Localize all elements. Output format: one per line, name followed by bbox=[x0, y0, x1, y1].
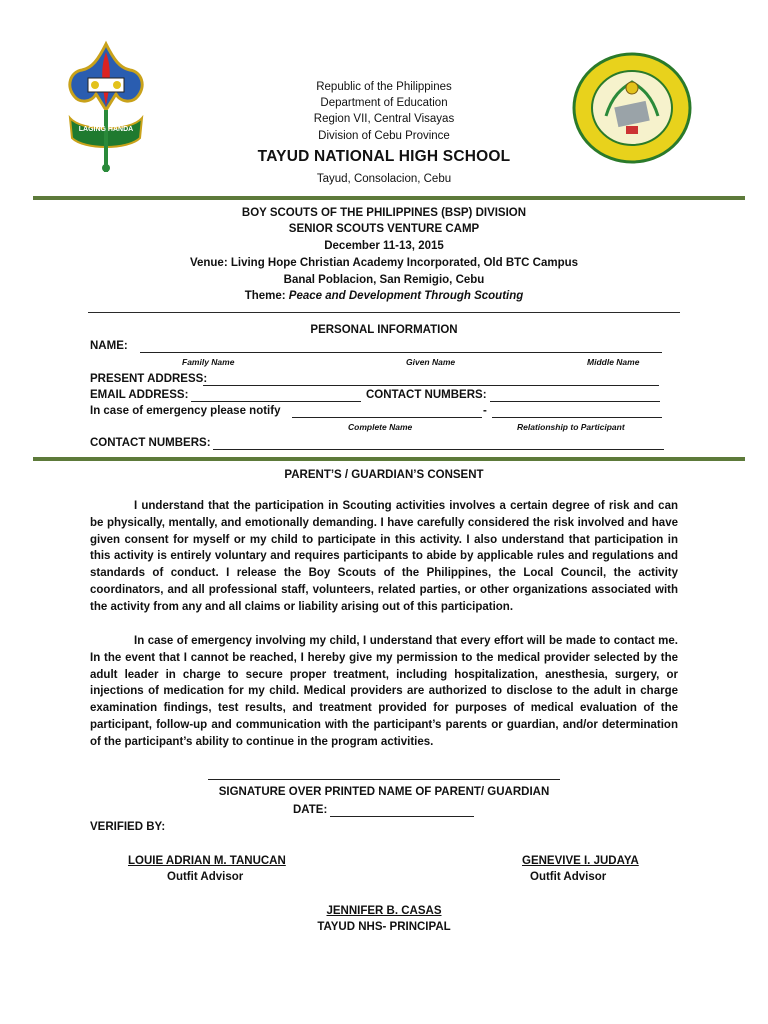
theme-text: Peace and Development Through Scouting bbox=[288, 290, 524, 302]
consent-p1-text: I understand that the participation in Scouting activities involves a certain degree of risk and can be physically, mentally, and emotionally demanding. I have carefully considered the risk involved and have given consent for myself or my child to participate in this activity. I also understand that participation in this activity is entirely voluntary and requires participants to abide by applicable rules and regulations and standards of conduct. I release the Boy Scouts of the Philippines, the Local Council, the activity coordinators, and all professional staff, volunteers, related parties, or other organizations associated with the activity from any and all claims or liability arising out of this participation. bbox=[90, 500, 678, 613]
logo-motto: LAGING HANDA bbox=[78, 126, 134, 133]
event-theme-line bbox=[0, 288, 768, 305]
header-deped: Department of Education bbox=[320, 97, 448, 109]
name-label: NAME: bbox=[90, 340, 128, 352]
advisor1-role: Outfit Advisor bbox=[167, 871, 244, 883]
header-republic: Republic of the Philippines bbox=[316, 81, 452, 93]
contact-numbers-label: CONTACT NUMBERS: bbox=[366, 389, 487, 401]
advisor1-name: LOUIE ADRIAN M. TANUCAN bbox=[128, 855, 286, 867]
consent-p2-text: In case of emergency involving my child, I understand that every effort will be made to contact me. In the event that I cannot be reached, I hereby give my permission to the medical provider selected by the adult leader in charge to secure proper treatment, including hospitalization, anesthesia, surgery, or injections of medication for my child. Medical providers are authorized to disclose to the adult in charge examination findings, test results, and treatment provided for purposes of medical evaluation of the participant, follow-up and communication with the participant’s parents or guardian, and/or determination of the participant’s ability to continue in the program activities. bbox=[90, 635, 678, 748]
principal-role: TAYUD NHS- PRINCIPAL bbox=[317, 921, 451, 933]
middle-name-caption: Middle Name bbox=[587, 357, 640, 367]
advisor2-name: GENEVIVE I. JUDAYA bbox=[522, 855, 639, 867]
name-field[interactable] bbox=[140, 341, 662, 353]
consent-paragraph-2 bbox=[90, 633, 678, 751]
given-name-caption: Given Name bbox=[406, 357, 456, 367]
date-label: DATE: bbox=[293, 804, 328, 816]
family-name-caption: Family Name bbox=[182, 357, 235, 367]
present-address-field[interactable] bbox=[203, 374, 659, 386]
consent-paragraph-1 bbox=[90, 498, 678, 616]
emergency-label: In case of emergency please notify bbox=[90, 405, 281, 417]
present-address-label: PRESENT ADDRESS: bbox=[90, 373, 208, 385]
contact-numbers2-field[interactable] bbox=[213, 438, 664, 450]
event-camp: SENIOR SCOUTS VENTURE CAMP bbox=[288, 223, 480, 235]
event-division: BOY SCOUTS OF THE PHILIPPINES (BSP) DIVISION bbox=[241, 207, 527, 219]
complete-name-caption: Complete Name bbox=[348, 422, 413, 432]
date-field[interactable] bbox=[330, 805, 474, 817]
header-division: Division of Cebu Province bbox=[318, 130, 450, 142]
school-address: Tayud, Consolacion, Cebu bbox=[316, 173, 452, 185]
personal-title: PERSONAL INFORMATION bbox=[310, 324, 458, 336]
consent-title: PARENT’S / GUARDIAN’S CONSENT bbox=[284, 469, 484, 481]
verified-by-label: VERIFIED BY: bbox=[90, 821, 166, 833]
signature-field[interactable] bbox=[208, 768, 560, 780]
event-venue: Venue: Living Hope Christian Academy Incorporated, Old BTC Campus bbox=[189, 257, 579, 269]
school-name: TAYUD NATIONAL HIGH SCHOOL bbox=[257, 148, 511, 165]
emergency-name-field[interactable] bbox=[292, 406, 482, 418]
theme-label: Theme: bbox=[244, 290, 289, 302]
relationship-caption: Relationship to Participant bbox=[517, 422, 625, 432]
principal-name: JENNIFER B. CASAS bbox=[326, 905, 442, 917]
email-label: EMAIL ADDRESS: bbox=[90, 389, 189, 401]
event-venue2: Banal Poblacion, San Remigio, Cebu bbox=[283, 274, 485, 286]
event-dates: December 11-13, 2015 bbox=[324, 240, 444, 252]
signature-label: SIGNATURE OVER PRINTED NAME OF PARENT/ GUARDIAN bbox=[218, 786, 550, 798]
emergency-relationship-field[interactable] bbox=[492, 406, 662, 418]
header-region: Region VII, Central Visayas bbox=[313, 113, 455, 125]
header-rule bbox=[33, 196, 745, 200]
email-field[interactable] bbox=[191, 390, 361, 402]
contact-numbers2-label: CONTACT NUMBERS: bbox=[90, 437, 211, 449]
advisor2-role: Outfit Advisor bbox=[530, 871, 607, 883]
seal-text: TAYUD NATIONAL HIGH SCHOOL · Tayud, Consolacion, Cebu bbox=[572, 152, 601, 153]
contact-numbers-field[interactable] bbox=[490, 390, 660, 402]
emergency-dash: - bbox=[483, 405, 487, 417]
personal-rule bbox=[33, 457, 745, 461]
event-rule bbox=[88, 312, 680, 313]
